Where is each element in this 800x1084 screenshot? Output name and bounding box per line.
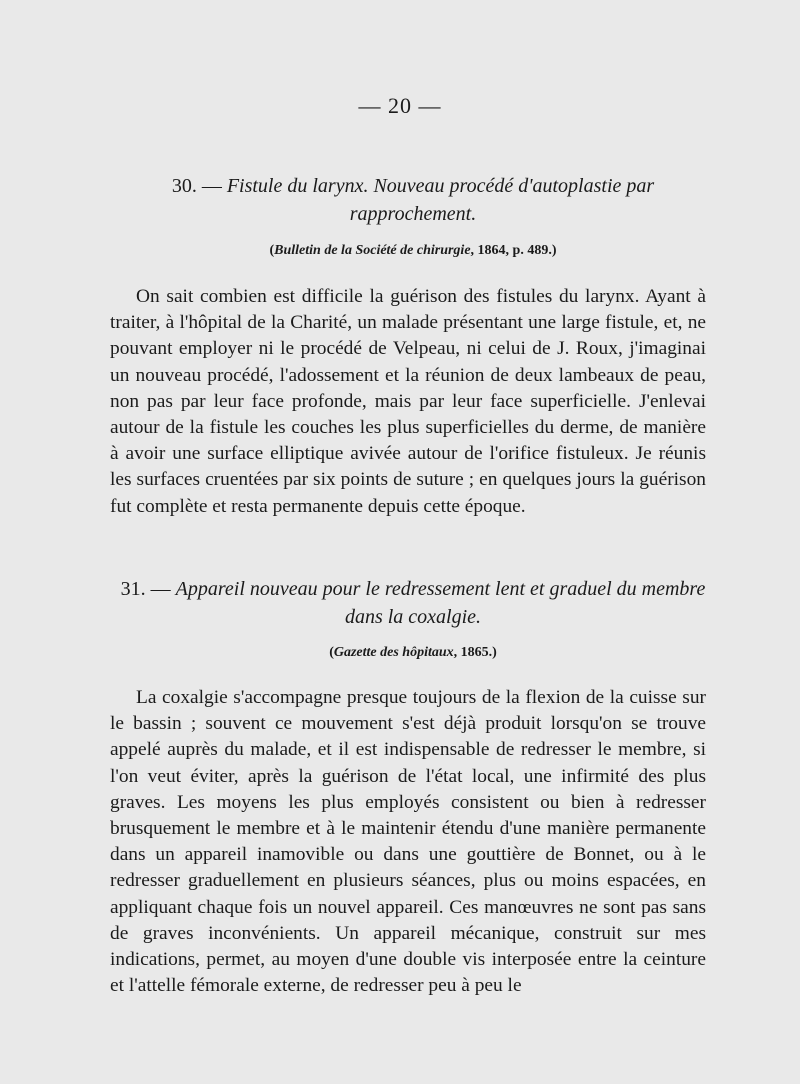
section-body-31: [110, 685, 706, 999]
source-journal: Gazette des hôpitaux: [333, 645, 454, 660]
section-heading-31: [110, 575, 716, 631]
body-paragraph: La coxalgie s'accompagne presque toujours de la flexion de la cuisse sur le bassin ; souvent ce mouvement s'est déjà produit lorsqu'on se trouve appelé auprès du malade, et il est indispensable de redresser le membre, si l'on veut éviter, après la guérison de l'état local, une infirmité des plus graves. Les moyens les plus employés consistent ou bien à redresser brusquement le membre et à le maintenir étendu d'une manière permanente dans un appareil inamovible ou dans une gouttière de Bonnet, ou à le redresser graduellement en plusieurs séances, plus ou moins espacées, en appliquant chaque fois un nouvel appareil. Ces manœuvres ne sont pas sans de graves inconvénients. Un appareil mécanique, construit sur mes indications, permet, au moyen d'une double vis interposée entre la ceinture et l'attelle fémorale externe, de redresser peu à peu le: [110, 687, 706, 997]
page-number: — 20 —: [358, 93, 442, 118]
section-number: 30. —: [171, 175, 222, 197]
source-suffix: , 1864, p. 489.): [470, 243, 557, 258]
section-number: 31. —: [120, 578, 171, 600]
section-title: Fistule du larynx. Nouveau procédé d'autoplastie par rapprochement.: [226, 175, 655, 225]
source-journal: Bulletin de la Société de chirurgie: [274, 243, 471, 258]
section-source-30: [110, 243, 716, 259]
section-body-30: [110, 284, 706, 520]
source-suffix: , 1865.): [453, 645, 497, 660]
section-title: Appareil nouveau pour le redressement lent et graduel du membre dans la coxalgie.: [175, 578, 706, 628]
section-heading-30: [110, 172, 716, 228]
section-source-31: [110, 645, 716, 661]
body-paragraph: On sait combien est difficile la guérison des fistules du larynx. Ayant à traiter, à l'hôpital de la Charité, un malade présentant une large fistule, et, ne pouvant employer ni le procédé de Velpeau, ni celui de J. Roux, j'imaginai un nouveau procédé, l'adossement et la réunion de deux lambeaux de peau, non pas par leur face profonde, mais par leur face superficielle. J'enlevai autour de la fistule les couches les plus superficielles du derme, de manière à avoir une surface elliptique avivée autour de l'orifice fistuleux. Je réunis les surfaces cruentées par six points de suture ; en quelques jours la guérison fut complète et resta permanente depuis cette époque.: [110, 286, 706, 517]
source-prefix: (: [329, 645, 334, 660]
source-prefix: (: [269, 243, 275, 258]
